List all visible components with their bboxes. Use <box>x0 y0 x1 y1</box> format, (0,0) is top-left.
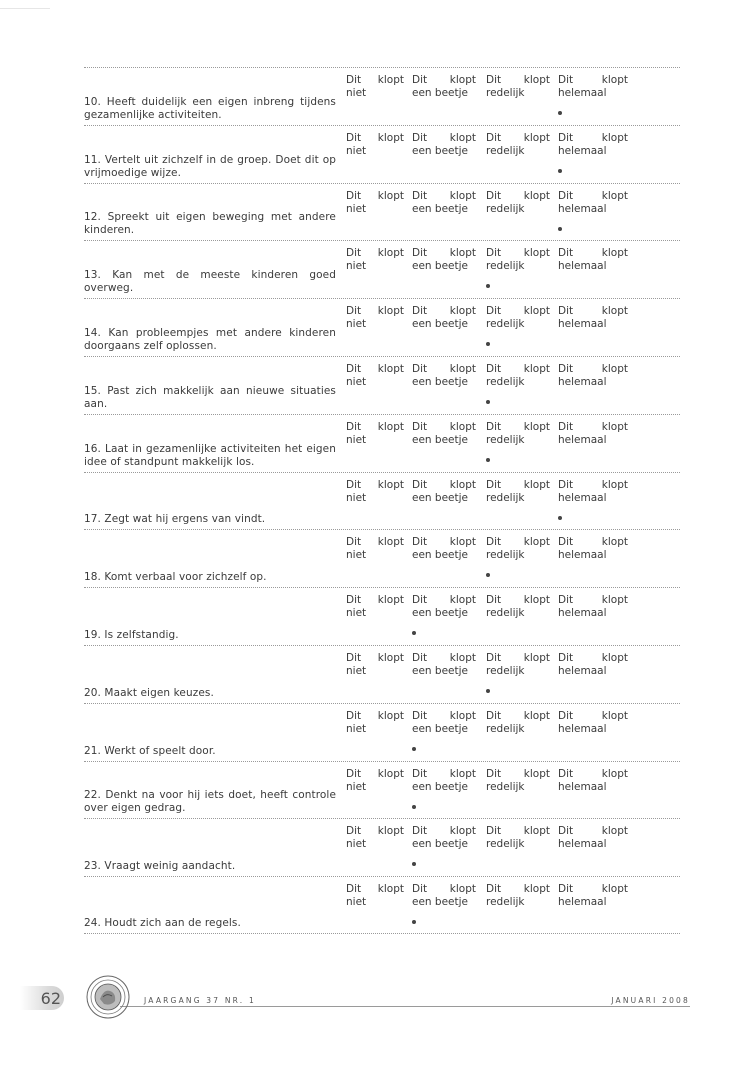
option-word: klopt <box>449 825 476 838</box>
answer-option[interactable] <box>558 479 628 505</box>
option-qualifier: redelijk <box>486 318 525 331</box>
option-qualifier: niet <box>346 664 367 677</box>
answer-option[interactable] <box>486 479 550 505</box>
option-word: klopt <box>601 825 628 838</box>
option-word: klopt <box>523 420 550 433</box>
option-qualifier: redelijk <box>486 896 525 909</box>
option-qualifier: helemaal <box>558 896 607 909</box>
question-text: 16. Laat in gezamenlijke activiteiten het eigen idee of standpunt makkelijk los. <box>84 442 336 468</box>
option-word: klopt <box>449 131 476 144</box>
option-qualifier: redelijk <box>486 780 525 793</box>
question-text: 13. Kan met de meeste kinderen goed overweg. <box>84 269 336 295</box>
answer-option[interactable] <box>346 479 404 505</box>
option-word: Dit <box>558 651 574 664</box>
answer-option[interactable] <box>412 536 476 562</box>
question-row <box>84 472 680 530</box>
question-text: 17. Zegt wat hij ergens van vindt. <box>84 513 266 526</box>
option-word: klopt <box>523 709 550 722</box>
answer-option[interactable] <box>346 652 404 678</box>
option-word: Dit <box>412 767 428 780</box>
question-row <box>84 240 680 298</box>
option-word: Dit <box>346 536 362 549</box>
answer-option[interactable] <box>558 363 628 389</box>
option-word: Dit <box>346 247 362 260</box>
answer-option[interactable] <box>346 883 404 909</box>
option-qualifier: niet <box>346 144 367 157</box>
option-qualifier: redelijk <box>486 87 525 99</box>
option-qualifier: helemaal <box>558 664 607 677</box>
option-word: klopt <box>449 709 476 722</box>
option-qualifier: niet <box>346 202 367 215</box>
option-word: klopt <box>377 131 404 144</box>
option-qualifier: redelijk <box>486 838 525 851</box>
option-qualifier: niet <box>346 375 367 388</box>
option-qualifier: een beetje <box>412 780 468 793</box>
option-qualifier: niet <box>346 896 367 909</box>
journal-seal-icon <box>86 975 130 1019</box>
option-word: klopt <box>377 883 404 896</box>
question-row <box>84 761 680 819</box>
option-word: Dit <box>558 478 574 491</box>
question-text: 18. Komt verbaal voor zichzelf op. <box>84 571 267 584</box>
option-word: klopt <box>377 478 404 491</box>
question-row <box>84 818 680 876</box>
answer-option[interactable] <box>346 247 404 273</box>
answer-option[interactable] <box>346 594 404 620</box>
option-qualifier: redelijk <box>486 144 525 157</box>
option-qualifier: helemaal <box>558 549 607 562</box>
question-row <box>84 645 680 703</box>
option-word: Dit <box>346 131 362 144</box>
answer-option[interactable] <box>412 421 476 447</box>
option-qualifier: een beetje <box>412 144 468 157</box>
question-text: 12. Spreekt uit eigen beweging met andere kinderen. <box>84 211 336 237</box>
option-qualifier: niet <box>346 87 367 99</box>
selected-answer-dot <box>412 805 416 809</box>
selected-answer-dot <box>412 631 416 635</box>
option-word: Dit <box>558 131 574 144</box>
option-word: klopt <box>449 362 476 375</box>
option-word: Dit <box>486 825 502 838</box>
option-word: klopt <box>523 131 550 144</box>
option-qualifier: een beetje <box>412 607 468 620</box>
option-word: klopt <box>601 420 628 433</box>
question-row <box>84 414 680 472</box>
option-word: klopt <box>449 189 476 202</box>
selected-answer-dot <box>558 227 562 231</box>
option-qualifier: helemaal <box>558 722 607 735</box>
question-text: 20. Maakt eigen keuzes. <box>84 686 214 699</box>
option-word: Dit <box>412 825 428 838</box>
answer-option[interactable] <box>486 305 550 331</box>
selected-answer-dot <box>558 516 562 520</box>
answer-option[interactable] <box>558 305 628 331</box>
option-word: Dit <box>486 247 502 260</box>
option-word: klopt <box>601 767 628 780</box>
option-word: Dit <box>346 189 362 202</box>
option-word: klopt <box>523 74 550 86</box>
question-text: 14. Kan probleempjes met andere kinderen doorgaans zelf oplossen. <box>84 326 336 352</box>
option-word: klopt <box>377 536 404 549</box>
option-word: Dit <box>558 362 574 375</box>
option-word: Dit <box>558 767 574 780</box>
option-word: Dit <box>412 709 428 722</box>
answer-option[interactable] <box>486 363 550 389</box>
question-row <box>84 876 680 934</box>
option-word: klopt <box>377 767 404 780</box>
option-word: klopt <box>601 247 628 260</box>
option-qualifier: redelijk <box>486 722 525 735</box>
option-word: Dit <box>412 131 428 144</box>
option-word: Dit <box>346 709 362 722</box>
option-qualifier: redelijk <box>486 375 525 388</box>
option-qualifier: niet <box>346 722 367 735</box>
option-word: Dit <box>346 767 362 780</box>
option-word: klopt <box>523 362 550 375</box>
question-row <box>84 183 680 241</box>
answer-option[interactable] <box>486 132 550 158</box>
selected-answer-dot <box>486 400 490 404</box>
option-word: Dit <box>558 709 574 722</box>
option-qualifier: niet <box>346 607 367 620</box>
answer-option[interactable] <box>558 247 628 273</box>
option-qualifier: helemaal <box>558 491 607 504</box>
option-word: klopt <box>601 189 628 202</box>
answer-option[interactable] <box>558 710 628 736</box>
option-word: klopt <box>377 189 404 202</box>
option-word: Dit <box>412 594 428 607</box>
answer-option[interactable] <box>412 132 476 158</box>
option-word: Dit <box>558 594 574 607</box>
answer-option[interactable] <box>346 768 404 794</box>
selected-answer-dot <box>486 342 490 346</box>
option-word: klopt <box>377 74 404 86</box>
option-word: klopt <box>449 651 476 664</box>
option-word: klopt <box>377 651 404 664</box>
answer-option[interactable] <box>558 132 628 158</box>
selected-answer-dot <box>486 284 490 288</box>
option-word: Dit <box>486 362 502 375</box>
option-word: Dit <box>346 478 362 491</box>
option-qualifier: helemaal <box>558 318 607 331</box>
option-qualifier: niet <box>346 780 367 793</box>
option-word: klopt <box>523 247 550 260</box>
option-word: Dit <box>346 420 362 433</box>
answer-option[interactable] <box>346 421 404 447</box>
option-word: Dit <box>486 536 502 549</box>
answer-option[interactable] <box>486 825 550 851</box>
option-qualifier: niet <box>346 433 367 446</box>
question-text: 24. Houdt zich aan de regels. <box>84 916 241 929</box>
option-qualifier: redelijk <box>486 607 525 620</box>
answer-option[interactable] <box>346 190 404 216</box>
issue-date: JANUARI 2008 <box>611 996 690 1005</box>
footer-rule <box>120 1006 690 1007</box>
answer-option[interactable] <box>346 363 404 389</box>
option-word: klopt <box>601 709 628 722</box>
answer-option[interactable] <box>558 825 628 851</box>
option-word: klopt <box>449 536 476 549</box>
option-word: Dit <box>486 74 502 86</box>
option-word: klopt <box>377 594 404 607</box>
selected-answer-dot <box>558 169 562 173</box>
option-word: klopt <box>523 305 550 318</box>
selected-answer-dot <box>486 573 490 577</box>
question-text: 11. Vertelt uit zichzelf in de groep. Doet dit op vrijmoedige wijze. <box>84 153 336 179</box>
option-word: klopt <box>449 305 476 318</box>
option-word: Dit <box>346 74 362 86</box>
answer-option[interactable] <box>558 594 628 620</box>
option-word: klopt <box>523 767 550 780</box>
option-qualifier: helemaal <box>558 144 607 157</box>
option-word: klopt <box>377 362 404 375</box>
answer-option[interactable] <box>412 74 476 100</box>
option-word: Dit <box>346 305 362 318</box>
answer-option[interactable] <box>346 710 404 736</box>
option-word: Dit <box>412 651 428 664</box>
option-word: klopt <box>449 594 476 607</box>
option-word: klopt <box>601 536 628 549</box>
answer-option[interactable] <box>346 132 404 158</box>
option-qualifier: helemaal <box>558 780 607 793</box>
option-word: Dit <box>412 305 428 318</box>
option-word: klopt <box>449 478 476 491</box>
option-qualifier: een beetje <box>412 896 468 909</box>
answer-option[interactable] <box>486 536 550 562</box>
option-word: Dit <box>486 305 502 318</box>
selected-answer-dot <box>486 458 490 462</box>
answer-option[interactable] <box>558 768 628 794</box>
answer-option[interactable] <box>412 652 476 678</box>
answer-option[interactable] <box>486 768 550 794</box>
option-word: klopt <box>523 189 550 202</box>
option-word: klopt <box>377 247 404 260</box>
option-word: Dit <box>558 189 574 202</box>
option-qualifier: een beetje <box>412 87 468 99</box>
option-qualifier: redelijk <box>486 260 525 273</box>
answer-option[interactable] <box>412 305 476 331</box>
question-text: 21. Werkt of speelt door. <box>84 744 216 757</box>
option-qualifier: een beetje <box>412 375 468 388</box>
option-word: Dit <box>412 420 428 433</box>
option-word: klopt <box>601 651 628 664</box>
option-qualifier: een beetje <box>412 722 468 735</box>
answer-option[interactable] <box>486 594 550 620</box>
answer-option[interactable] <box>412 594 476 620</box>
question-text: 10. Heeft duidelijk een eigen inbreng tijdens gezamenlijke activiteiten. <box>84 95 336 121</box>
question-row <box>84 703 680 761</box>
option-qualifier: helemaal <box>558 87 607 99</box>
answer-option[interactable] <box>412 363 476 389</box>
answer-option[interactable] <box>412 190 476 216</box>
option-word: Dit <box>412 883 428 896</box>
option-word: klopt <box>449 420 476 433</box>
answer-option[interactable] <box>558 421 628 447</box>
option-word: Dit <box>558 883 574 896</box>
option-word: klopt <box>523 883 550 896</box>
option-word: klopt <box>377 305 404 318</box>
answer-option[interactable] <box>558 883 628 909</box>
option-word: Dit <box>558 420 574 433</box>
option-qualifier: helemaal <box>558 838 607 851</box>
question-text: 15. Past zich makkelijk aan nieuwe situaties aan. <box>84 384 336 410</box>
option-qualifier: redelijk <box>486 664 525 677</box>
option-word: klopt <box>601 131 628 144</box>
option-qualifier: niet <box>346 491 367 504</box>
answer-option[interactable] <box>558 652 628 678</box>
option-qualifier: helemaal <box>558 375 607 388</box>
option-qualifier: niet <box>346 318 367 331</box>
option-qualifier: niet <box>346 838 367 851</box>
option-word: Dit <box>558 536 574 549</box>
answer-option[interactable] <box>412 883 476 909</box>
option-word: klopt <box>601 478 628 491</box>
answer-option[interactable] <box>412 710 476 736</box>
option-word: Dit <box>486 189 502 202</box>
option-word: Dit <box>486 883 502 896</box>
selected-answer-dot <box>412 747 416 751</box>
answer-option[interactable] <box>486 74 550 100</box>
option-word: klopt <box>377 420 404 433</box>
option-word: Dit <box>346 825 362 838</box>
option-word: Dit <box>486 709 502 722</box>
option-word: Dit <box>558 74 574 86</box>
option-qualifier: helemaal <box>558 607 607 620</box>
option-word: klopt <box>523 536 550 549</box>
questionnaire-table <box>84 67 680 934</box>
answer-option[interactable] <box>412 247 476 273</box>
option-word: Dit <box>558 825 574 838</box>
option-word: Dit <box>486 594 502 607</box>
option-qualifier: een beetje <box>412 838 468 851</box>
question-text: 19. Is zelfstandig. <box>84 628 179 641</box>
option-word: Dit <box>412 247 428 260</box>
question-row <box>84 125 680 183</box>
option-word: klopt <box>601 305 628 318</box>
answer-option[interactable] <box>486 421 550 447</box>
option-qualifier: niet <box>346 549 367 562</box>
option-qualifier: redelijk <box>486 433 525 446</box>
answer-option[interactable] <box>346 825 404 851</box>
top-edge-mark <box>0 8 50 9</box>
option-word: klopt <box>377 709 404 722</box>
option-word: Dit <box>486 478 502 491</box>
option-qualifier: een beetje <box>412 202 468 215</box>
option-word: Dit <box>346 362 362 375</box>
option-word: Dit <box>412 189 428 202</box>
option-qualifier: een beetje <box>412 318 468 331</box>
option-word: klopt <box>449 767 476 780</box>
answer-option[interactable] <box>412 768 476 794</box>
option-word: Dit <box>486 767 502 780</box>
selected-answer-dot <box>412 920 416 924</box>
question-text: 22. Denkt na voor hij iets doet, heeft controle over eigen gedrag. <box>84 789 336 815</box>
option-qualifier: een beetje <box>412 549 468 562</box>
answer-option[interactable] <box>346 74 404 100</box>
question-row <box>84 587 680 645</box>
question-row <box>84 356 680 414</box>
option-word: klopt <box>523 478 550 491</box>
option-word: Dit <box>346 883 362 896</box>
option-qualifier: helemaal <box>558 260 607 273</box>
answer-option[interactable] <box>346 305 404 331</box>
question-text: 23. Vraagt weinig aandacht. <box>84 860 236 873</box>
answer-option[interactable] <box>558 536 628 562</box>
option-word: Dit <box>346 651 362 664</box>
option-word: Dit <box>412 362 428 375</box>
journal-issue: JAARGANG 37 NR. 1 <box>144 996 256 1005</box>
option-word: klopt <box>523 825 550 838</box>
option-word: Dit <box>412 74 428 86</box>
option-word: Dit <box>486 420 502 433</box>
option-word: klopt <box>449 247 476 260</box>
question-row <box>84 298 680 356</box>
option-word: Dit <box>486 651 502 664</box>
answer-option[interactable] <box>486 247 550 273</box>
selected-answer-dot <box>486 689 490 693</box>
option-qualifier: een beetje <box>412 433 468 446</box>
question-row <box>84 529 680 587</box>
answer-option[interactable] <box>412 825 476 851</box>
answer-option[interactable] <box>558 190 628 216</box>
selected-answer-dot <box>412 862 416 866</box>
option-word: Dit <box>412 536 428 549</box>
option-word: Dit <box>558 305 574 318</box>
option-word: klopt <box>601 883 628 896</box>
answer-option[interactable] <box>412 479 476 505</box>
answer-option[interactable] <box>486 883 550 909</box>
option-qualifier: een beetje <box>412 664 468 677</box>
option-qualifier: redelijk <box>486 491 525 504</box>
option-qualifier: redelijk <box>486 202 525 215</box>
answer-option[interactable] <box>346 536 404 562</box>
page-number-tab <box>20 986 64 1010</box>
option-word: klopt <box>601 74 628 86</box>
answer-option[interactable] <box>486 190 550 216</box>
option-qualifier: een beetje <box>412 491 468 504</box>
answer-option[interactable] <box>486 710 550 736</box>
option-qualifier: een beetje <box>412 260 468 273</box>
option-qualifier: niet <box>346 260 367 273</box>
selected-answer-dot <box>558 111 562 115</box>
option-word: Dit <box>486 131 502 144</box>
option-word: Dit <box>412 478 428 491</box>
option-qualifier: redelijk <box>486 549 525 562</box>
option-word: klopt <box>449 74 476 86</box>
option-word: klopt <box>449 883 476 896</box>
option-word: Dit <box>346 594 362 607</box>
option-word: klopt <box>601 362 628 375</box>
answer-option[interactable] <box>558 74 628 100</box>
option-word: klopt <box>523 651 550 664</box>
option-word: Dit <box>558 247 574 260</box>
option-qualifier: helemaal <box>558 202 607 215</box>
answer-option[interactable] <box>486 652 550 678</box>
page-number: 62 <box>40 989 61 1008</box>
option-qualifier: helemaal <box>558 433 607 446</box>
option-word: klopt <box>601 594 628 607</box>
option-word: klopt <box>523 594 550 607</box>
question-row <box>84 67 680 125</box>
option-word: klopt <box>377 825 404 838</box>
